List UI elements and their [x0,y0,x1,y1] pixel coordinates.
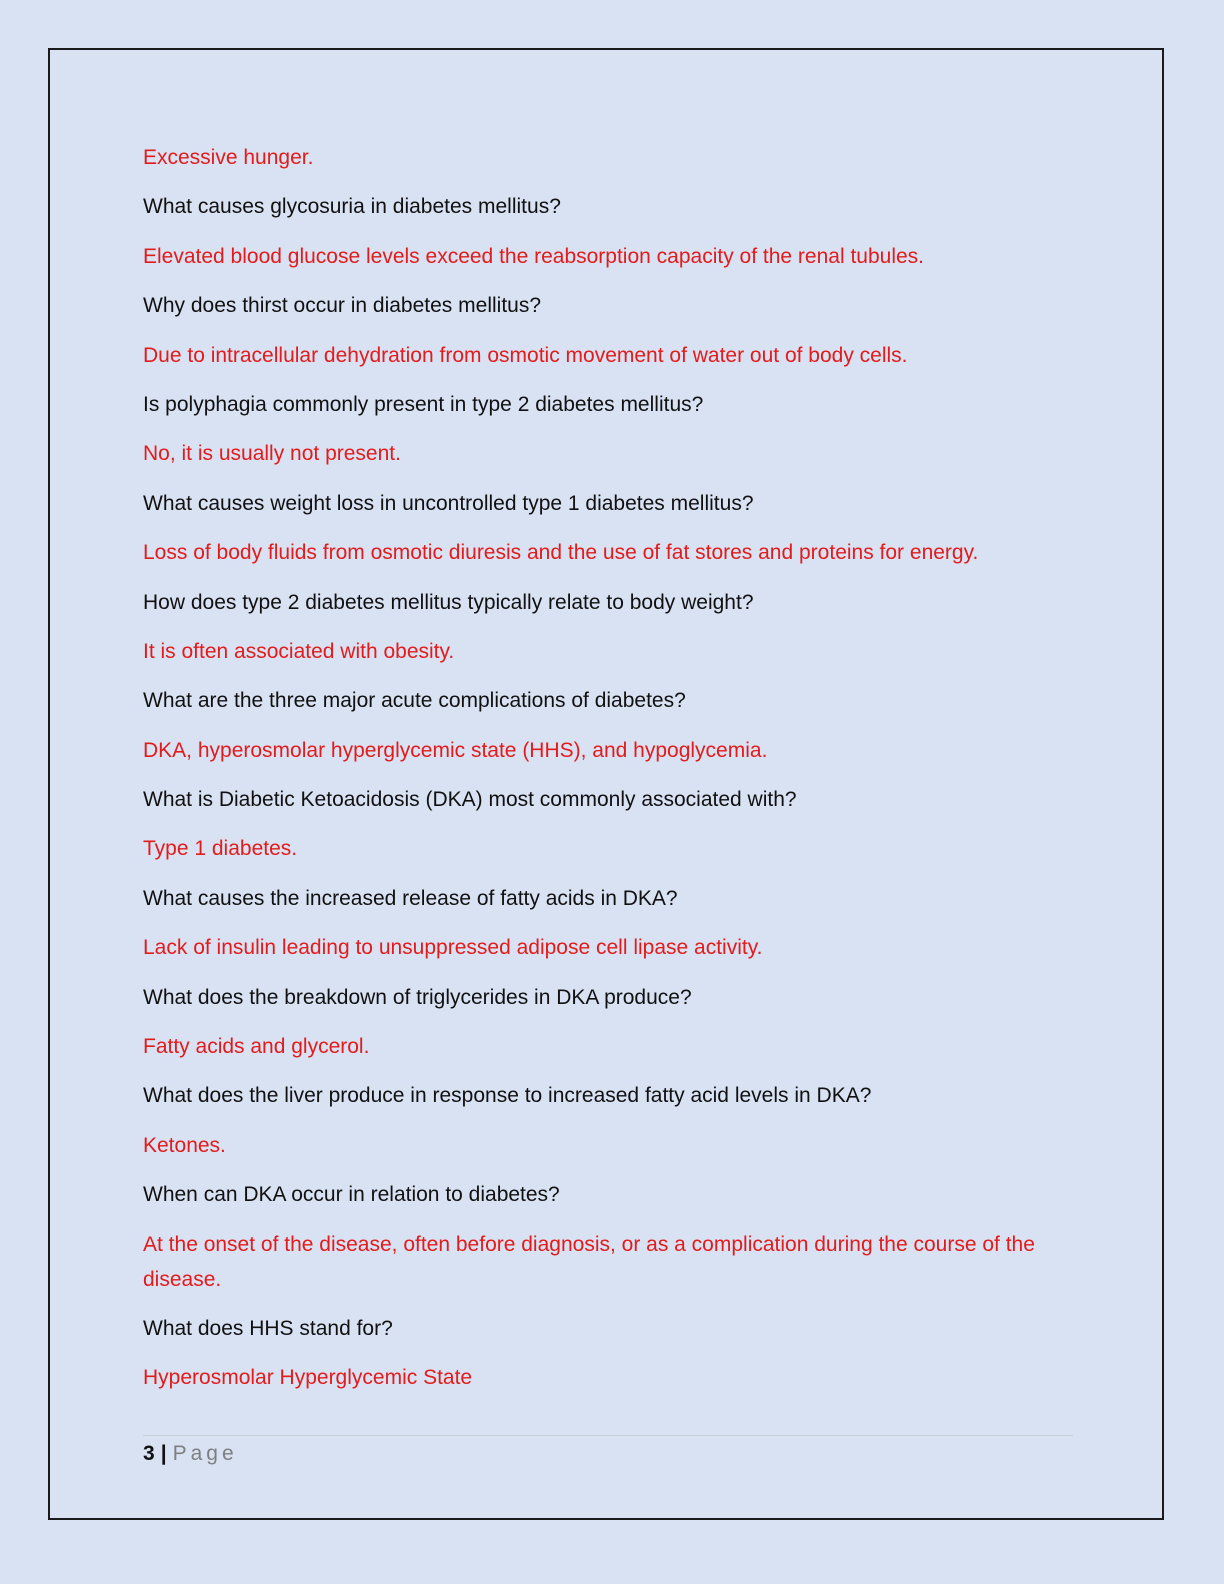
footer-divider [143,1435,1073,1436]
answer-text: DKA, hyperosmolar hyperglycemic state (HHS), and hypoglycemia. [143,738,768,762]
question-text: What causes glycosuria in diabetes mellitus? [143,195,561,219]
question-text: What causes weight loss in uncontrolled type 1 diabetes mellitus? [143,491,754,515]
question-text: When can DKA occur in relation to diabetes? [143,1183,560,1207]
question-text: Why does thirst occur in diabetes mellitus? [143,294,542,318]
page-label: Page [172,1442,238,1465]
answer-text: Type 1 diabetes. [143,837,298,861]
answer-text: Elevated blood glucose levels exceed the reabsorption capacity of the renal tubules. [143,244,924,268]
question-text: What does the liver produce in response to increased fatty acid levels in DKA? [143,1084,872,1108]
question-text: What does HHS stand for? [143,1316,393,1340]
answer-text: Loss of body fluids from osmotic diuresis and the use of fat stores and proteins for energy. [143,541,979,565]
question-text: Is polyphagia commonly present in type 2 diabetes mellitus? [143,392,704,416]
question-text: What is Diabetic Ketoacidosis (DKA) most commonly associated with? [143,788,797,812]
answer-text: Hyperosmolar Hyperglycemic State [143,1366,473,1390]
answer-text: At the onset of the disease, often before diagnosis, or as a complication during the course of the disease. [143,1232,1035,1291]
answer-text: Due to intracellular dehydration from osmotic movement of water out of body cells. [143,343,908,367]
question-text: What causes the increased release of fatty acids in DKA? [143,886,678,910]
footer-separator: | [160,1442,167,1465]
answer-text: It is often associated with obesity. [143,639,455,663]
answer-text: Excessive hunger. [143,146,314,169]
answer-text: Fatty acids and glycerol. [143,1035,370,1059]
answer-text: Ketones. [143,1133,226,1157]
answer-text: Lack of insulin leading to unsuppressed adipose cell lipase activity. [143,936,763,960]
document-body [143,140,1083,1410]
question-text: How does type 2 diabetes mellitus typically relate to body weight? [143,590,754,614]
question-text: What are the three major acute complications of diabetes? [143,689,686,713]
page-number: 3 [143,1442,155,1465]
question-text: What does the breakdown of triglycerides in DKA produce? [143,985,692,1009]
page-footer [143,1440,238,1468]
answer-text: No, it is usually not present. [143,442,401,466]
